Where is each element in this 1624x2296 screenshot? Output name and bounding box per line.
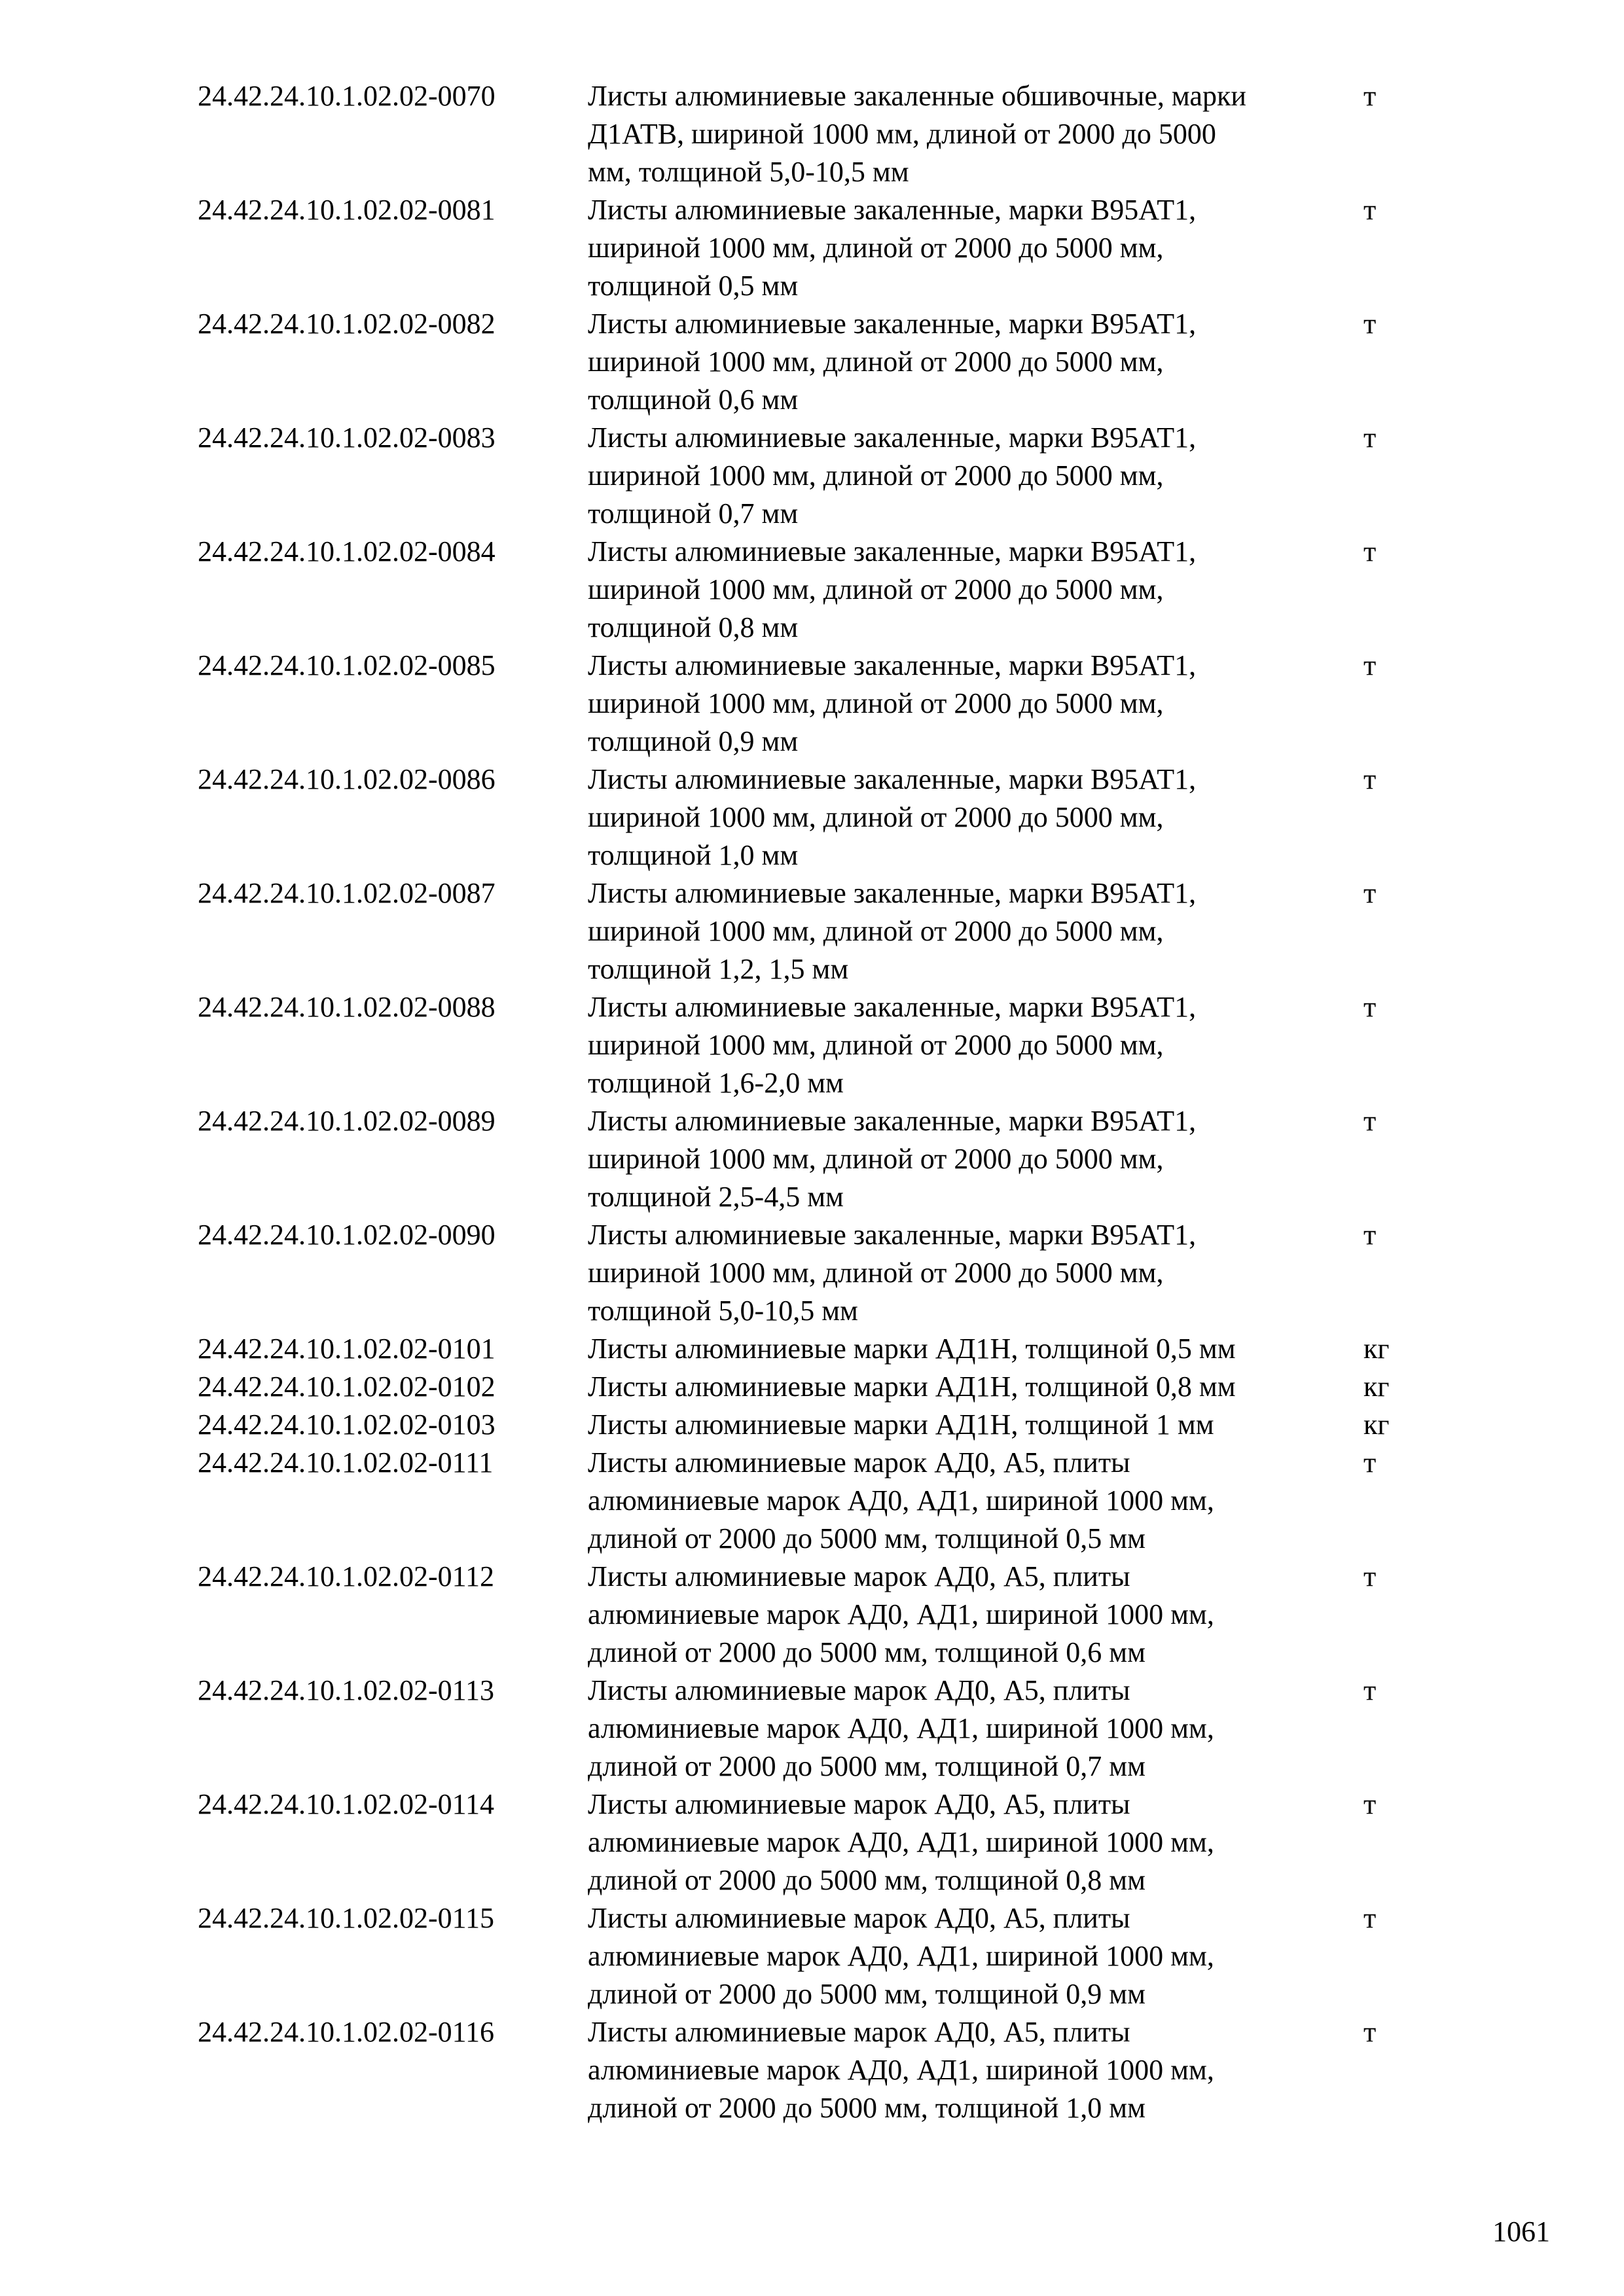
resource-name: Листы алюминиевые закаленные, марки В95АТ1, шириной 1000 мм, длиной от 2000 до 5000 мм, толщиной 1,2, 1,5 мм [588,877,1197,985]
table-row [198,419,1441,533]
resource-unit: т [1363,1105,1377,1137]
resource-unit: кг [1363,1371,1390,1403]
table-row [198,1330,1441,1368]
resource-code: 24.42.24.10.1.02.02-0102 [198,1371,496,1403]
resource-name: Листы алюминиевые марки АД1Н, толщиной 0,8 мм [588,1371,1236,1403]
table-row [198,1672,1441,1785]
resource-code: 24.42.24.10.1.02.02-0088 [198,991,496,1023]
resource-name: Листы алюминиевые марок АД0, А5, плиты алюминиевые марок АД0, АД1, шириной 1000 мм, длиной от 2000 до 5000 мм, толщиной 0,5 мм [588,1446,1214,1554]
table-row [198,1102,1441,1216]
resource-name: Листы алюминиевые закаленные, марки В95АТ1, шириной 1000 мм, длиной от 2000 до 5000 мм, толщиной 0,7 мм [588,422,1197,529]
resource-unit: кг [1363,1333,1390,1365]
resource-unit: т [1363,1902,1377,1934]
resource-name: Листы алюминиевые закаленные, марки В95АТ1, шириной 1000 мм, длиной от 2000 до 5000 мм, толщиной 0,8 мм [588,535,1197,643]
resource-code: 24.42.24.10.1.02.02-0103 [198,1408,496,1441]
resource-name: Листы алюминиевые закаленные, марки В95АТ1, шириной 1000 мм, длиной от 2000 до 5000 мм, толщиной 1,0 мм [588,763,1197,871]
table-row [198,647,1441,761]
resource-name: Листы алюминиевые марок АД0, А5, плиты алюминиевые марок АД0, АД1, шириной 1000 мм, длиной от 2000 до 5000 мм, толщиной 0,9 мм [588,1902,1214,2010]
resource-unit: т [1363,1219,1377,1251]
table-row [198,191,1441,305]
resource-unit: т [1363,535,1377,567]
table-row [198,1216,1441,1330]
table-row [198,77,1441,191]
resource-unit: кг [1363,1408,1390,1441]
table-row [198,1899,1441,2013]
table-row [198,988,1441,1102]
resource-name: Листы алюминиевые закаленные, марки В95АТ1, шириной 1000 мм, длиной от 2000 до 5000 мм, толщиной 0,5 мм [588,194,1197,302]
resource-unit: т [1363,80,1377,112]
resource-name: Листы алюминиевые марок АД0, А5, плиты алюминиевые марок АД0, АД1, шириной 1000 мм, длиной от 2000 до 5000 мм, толщиной 1,0 мм [588,2016,1214,2124]
resource-code: 24.42.24.10.1.02.02-0089 [198,1105,496,1137]
resource-name: Листы алюминиевые марок АД0, А5, плиты алюминиевые марок АД0, АД1, шириной 1000 мм, длиной от 2000 до 5000 мм, толщиной 0,6 мм [588,1560,1214,1668]
resource-unit: т [1363,2016,1377,2048]
table-row [198,761,1441,874]
resource-code: 24.42.24.10.1.02.02-0113 [198,1674,495,1706]
table-row [198,874,1441,988]
resource-code: 24.42.24.10.1.02.02-0101 [198,1333,496,1365]
resource-code: 24.42.24.10.1.02.02-0116 [198,2016,495,2048]
resource-unit: т [1363,877,1377,909]
resource-code: 24.42.24.10.1.02.02-0111 [198,1446,494,1479]
resource-code: 24.42.24.10.1.02.02-0114 [198,1788,495,1820]
resource-name: Листы алюминиевые марки АД1Н, толщиной 1 мм [588,1408,1214,1441]
resource-unit: т [1363,991,1377,1023]
resource-code: 24.42.24.10.1.02.02-0083 [198,422,496,454]
resource-code: 24.42.24.10.1.02.02-0085 [198,649,496,681]
resource-table [198,77,1441,2127]
resource-unit: т [1363,422,1377,454]
resource-code: 24.42.24.10.1.02.02-0090 [198,1219,496,1251]
resource-name: Листы алюминиевые закаленные, марки В95АТ1, шириной 1000 мм, длиной от 2000 до 5000 мм, толщиной 2,5-4,5 мм [588,1105,1197,1213]
resource-name: Листы алюминиевые марки АД1Н, толщиной 0,5 мм [588,1333,1236,1365]
resource-code: 24.42.24.10.1.02.02-0081 [198,194,496,226]
resource-unit: т [1363,194,1377,226]
table-row [198,1558,1441,1672]
resource-name: Листы алюминиевые марок АД0, А5, плиты алюминиевые марок АД0, АД1, шириной 1000 мм, длиной от 2000 до 5000 мм, толщиной 0,7 мм [588,1674,1214,1782]
resource-code: 24.42.24.10.1.02.02-0112 [198,1560,495,1592]
resource-code: 24.42.24.10.1.02.02-0082 [198,308,496,340]
resource-name: Листы алюминиевые закаленные, марки В95АТ1, шириной 1000 мм, длиной от 2000 до 5000 мм, толщиной 0,6 мм [588,308,1197,416]
table-row [198,1785,1441,1899]
resource-name: Листы алюминиевые закаленные, марки В95АТ1, шириной 1000 мм, длиной от 2000 до 5000 мм, толщиной 0,9 мм [588,649,1197,757]
resource-unit: т [1363,763,1377,795]
resource-code: 24.42.24.10.1.02.02-0070 [198,80,496,112]
resource-unit: т [1363,1788,1377,1820]
table-row [198,1406,1441,1444]
table-row [198,2013,1441,2127]
resource-unit: т [1363,649,1377,681]
resource-name: Листы алюминиевые закаленные обшивочные, марки Д1АТВ, шириной 1000 мм, длиной от 2000 до 5000 мм, толщиной 5,0-10,5 мм [588,80,1246,188]
resource-unit: т [1363,1560,1377,1592]
resource-code: 24.42.24.10.1.02.02-0084 [198,535,496,567]
page-number: 1061 [1492,2215,1550,2248]
resource-name: Листы алюминиевые закаленные, марки В95АТ1, шириной 1000 мм, длиной от 2000 до 5000 мм, толщиной 5,0-10,5 мм [588,1219,1197,1327]
resource-name: Листы алюминиевые закаленные, марки В95АТ1, шириной 1000 мм, длиной от 2000 до 5000 мм, толщиной 1,6-2,0 мм [588,991,1197,1099]
resource-code: 24.42.24.10.1.02.02-0115 [198,1902,495,1934]
resource-unit: т [1363,1446,1377,1479]
resource-code: 24.42.24.10.1.02.02-0086 [198,763,496,795]
resource-name: Листы алюминиевые марок АД0, А5, плиты алюминиевые марок АД0, АД1, шириной 1000 мм, длиной от 2000 до 5000 мм, толщиной 0,8 мм [588,1788,1214,1896]
table-row [198,305,1441,419]
table-row [198,1444,1441,1558]
resource-unit: т [1363,1674,1377,1706]
table-row [198,1368,1441,1406]
resource-code: 24.42.24.10.1.02.02-0087 [198,877,496,909]
resource-unit: т [1363,308,1377,340]
table-row [198,533,1441,647]
